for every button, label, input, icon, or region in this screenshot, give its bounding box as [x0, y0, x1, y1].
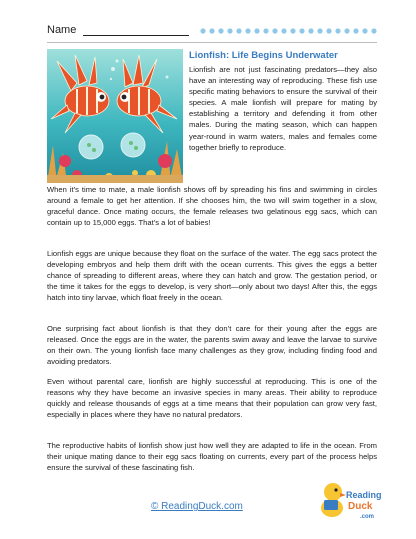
paragraph-no-parental-care: One surprising fact about lionfish is that they don’t care for their young after the eggs are released. Once the eggs are in the water, the parents swim away and leave the larvae to survive on their own. The young lionfish face many challenges as they grow, including finding food and avoiding predators.	[47, 324, 377, 367]
paragraph-eggs: Lionfish eggs are unique because they float on the surface of the water. The egg sacs protect the developing embryos and help them drift with the ocean currents. This gives the eggs a better chance of spreading to different areas, where they can hatch and grow. The gestation period, or the time it takes for the eggs to develop, is very short—only about two days! After this, the eggs hatch into tiny larvae, which float freely in the ocean.	[47, 249, 377, 303]
paragraph-mating-dance: When it’s time to mate, a male lionfish shows off by spreading his fins and swimming in circles around a female to get her attention. If she chooses him, the two will swim together in a slow, graceful dance. Once mating occurs, the female releases two gelatinous egg sacs, which can contain up to 15,000 eggs. That’s a lot of babies!	[47, 185, 377, 228]
footer-link[interactable]: © ReadingDuck.com	[151, 501, 243, 512]
lionfish-illustration	[47, 49, 183, 183]
reading-duck-logo	[318, 476, 382, 530]
article-title: Lionfish: Life Begins Underwater	[189, 50, 338, 61]
svg-text:Duck: Duck	[348, 501, 373, 512]
name-row	[47, 24, 377, 38]
name-label: Name	[47, 24, 77, 36]
name-field[interactable]	[83, 35, 189, 36]
paragraph-invasive-species: Even without parental care, lionfish are highly successful at reproducing. This is one of the reasons why they have become an invasive species in many areas. Their ability to reproduce quickly and release thousands of eggs at a time means that their population can grow very fast, especially in places where they have no natural predators.	[47, 377, 377, 420]
svg-text:.com: .com	[360, 514, 375, 520]
svg-text:Reading: Reading	[346, 490, 382, 500]
top-divider	[47, 42, 377, 43]
decorative-dots	[199, 27, 377, 35]
paragraph-conclusion: The reproductive habits of lionfish show just how well they are adapted to life in the ocean. From their unique mating dance to their egg sacs floating on currents, every part of the process helps ensure the survival of these fascinating fish.	[47, 441, 377, 473]
intro-paragraph: Lionfish are not just fascinating predators—they also have an interesting way of reproducing. These fish use specific mating behaviors to ensure the survival of their species. A male lionfish will prepare for mating by establishing a territory and defending it from other males. During the mating season, which can happen year-round in warm waters, males and females come together briefly to reproduce.	[189, 65, 377, 152]
